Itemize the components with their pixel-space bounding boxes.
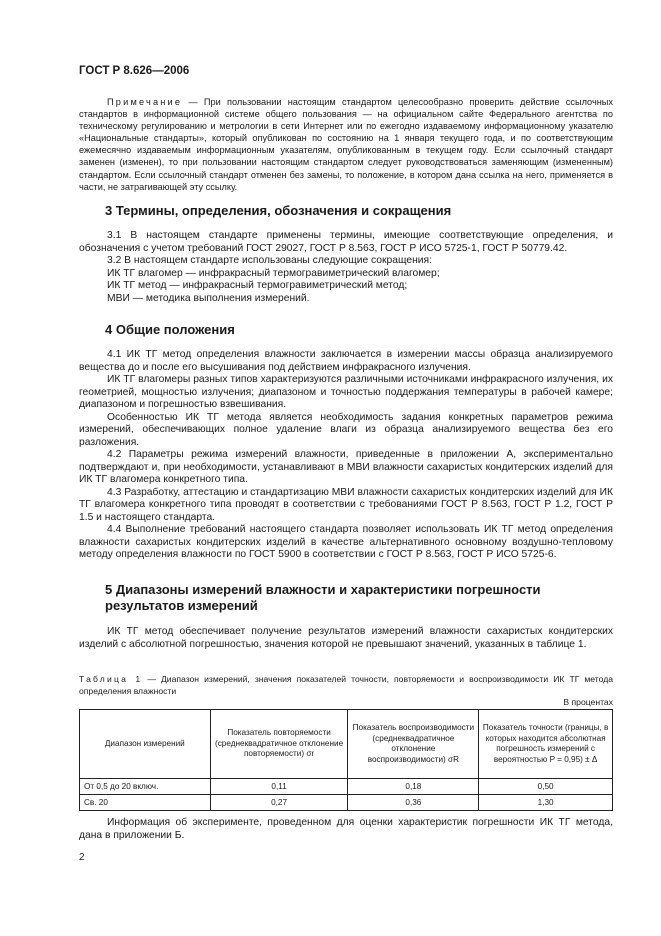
page-header: ГОСТ Р 8.626—2006 (79, 65, 190, 77)
table-cell: От 0,5 до 20 включ. (80, 779, 211, 795)
section-4-p4: 4.2 Параметры режима измерений влажности, приведенные в приложении А, экспериментально подтверждают и, при необходимости, устанавливают в МВИ влажности сахаристых кондитерских изделий для ИК ТГ влагомера конкретного типа. (79, 449, 613, 485)
section-3-abbr-1: ИК ТГ влагомер — инфракрасный термогравиметрический влагомер; (107, 267, 440, 279)
section-4-p6: 4.4 Выполнение требований настоящего стандарта позволяет использовать ИК ТГ метод определения влажности сахаристых кондитерских изделий в качестве альтернативного основному воздушно-тепловому методу определения влажности по ГОСТ 5900 в соответствии с ГОСТ Р 8.563, ГОСТ Р ИСО 5725-6. (79, 524, 613, 560)
note-block (79, 96, 613, 193)
section-5-p1: ИК ТГ метод обеспечивает получение результатов измерений влажности сахаристых кондитерских изделий с абсолютной погрешностью, значения которой не превышают значений, указанных в таблице 1. (79, 626, 613, 650)
section-5-title: 5 Диапазоны измерений влажности и характеристики погрешности результатов измерений (105, 582, 541, 613)
table-row (80, 779, 613, 795)
section-4-p5: 4.3 Разработку, аттестацию и стандартизацию МВИ влажности сахаристых кондитерских изделий для ИК ТГ влагомера конкретного типа проводят в соответствии с требованиями ГОСТ Р 8.563, ГОСТ Р 1.2, ГОСТ Р 1.5 и настоящего стандарта. (79, 486, 613, 523)
section-3-title: 3 Термины, определения, обозначения и сокращения (105, 203, 452, 218)
section-4-p3: Особенностью ИК ТГ метода является необходимость задания конкретных параметров режима измерений, обеспечивающих полное удаление влаги из образца анализируемого вещества без его разложения. (79, 411, 613, 448)
accuracy-table (79, 709, 613, 811)
table-cell: 0,36 (348, 795, 479, 811)
header-range: Диапазон измерений (80, 710, 211, 779)
section-5-body (79, 626, 613, 651)
table-cell: 1,30 (479, 795, 613, 811)
header-repeatability: Показатель повторяемости (среднеквадратичное отклонение повторяемости) σr (210, 710, 348, 779)
section-3-p2: 3.2 В настоящем стандарте использованы следующие сокращения: (107, 255, 432, 266)
page-number: 2 (79, 852, 85, 863)
section-3-abbr-2: ИК ТГ метод — инфракрасный термогравиметрический метод; (107, 280, 408, 291)
info-paragraph: Информация об эксперименте, проведенном для оценки характеристик погрешности ИК ТГ метода, дана в приложении Б. (79, 817, 613, 841)
table-cell: 0,50 (479, 779, 613, 795)
section-3-p1: 3.1 В настоящем стандарте применены термины, имеющие соответствующие определения, и обозначения с учетом требований ГОСТ 29027, ГОСТ Р 8.563, ГОСТ Р ИСО 5725-1, ГОСТ Р 50779.42. (79, 230, 613, 254)
table-cell: 0,11 (210, 779, 348, 795)
section-4-title: 4 Общие положения (105, 322, 235, 337)
table-unit: В процентах (563, 697, 613, 707)
table-caption-text: — Диапазон измерений, значения показателей точности, повторяемости и воспроизводимости ИК ТГ метода определения влажности (79, 674, 613, 696)
table-cell: 0,18 (348, 779, 479, 795)
info-block (79, 817, 613, 842)
note-paragraph (79, 96, 613, 193)
table-row (80, 795, 613, 811)
table-caption (79, 674, 613, 697)
section-4-body (79, 349, 613, 562)
table-cell: 0,27 (210, 795, 348, 811)
table-cell: Св. 20 (80, 795, 211, 811)
header-accuracy: Показатель точности (границы, в которых находится абсолютная погрешность измерений с вероятностью P = 0,95) ± Δ (479, 710, 613, 779)
table-caption-label: Таблица 1 (79, 674, 143, 684)
section-4-p1: 4.1 ИК ТГ метод определения влажности заключается в измерении массы образца анализируемого вещества до и после его высушивания под действием инфракрасного излучения. (79, 349, 613, 373)
table-header-row (80, 710, 613, 779)
section-3-body (79, 230, 613, 305)
header-reproducibility: Показатель воспроизводимости (среднеквадратичное отклонение воспроизводимости) σR (348, 710, 479, 779)
note-label: Примечание (107, 97, 183, 107)
section-3-abbr-3: МВИ — методика выполнения измерений. (107, 292, 310, 304)
section-4-p2: ИК ТГ влагомеры разных типов характеризуются различными источниками инфракрасного излучения, их геометрией, мощностью излучения; диапазоном и точностью поддержания температуры в рабочей камере; диапазоном и погрешностью взвешивания. (79, 374, 613, 410)
note-text: — При пользовании настоящим стандартом целесообразно проверить действие ссылочных стандартов в информационной системе общего пользования — на официальном сайте Федерального агентства по техническому регулированию и метрологии в сети Интернет или по ежегодно издаваемому информационному указателю «Национальные стандарты», который опубликован по состоянию на 1 января текущего года, и по соответствующим ежемесячно издаваемым информационным указателям, опубликованным в текущем году. Если ссылочный стандарт заменен (изменен), то при пользовании настоящим стандартом следует руководствоваться заменяющим (измененным) стандартом. Если ссылочный стандарт отменен без замены, то положение, в котором дана ссылка на него, применяется в части, не затрагивающей эту ссылку. (79, 97, 613, 192)
